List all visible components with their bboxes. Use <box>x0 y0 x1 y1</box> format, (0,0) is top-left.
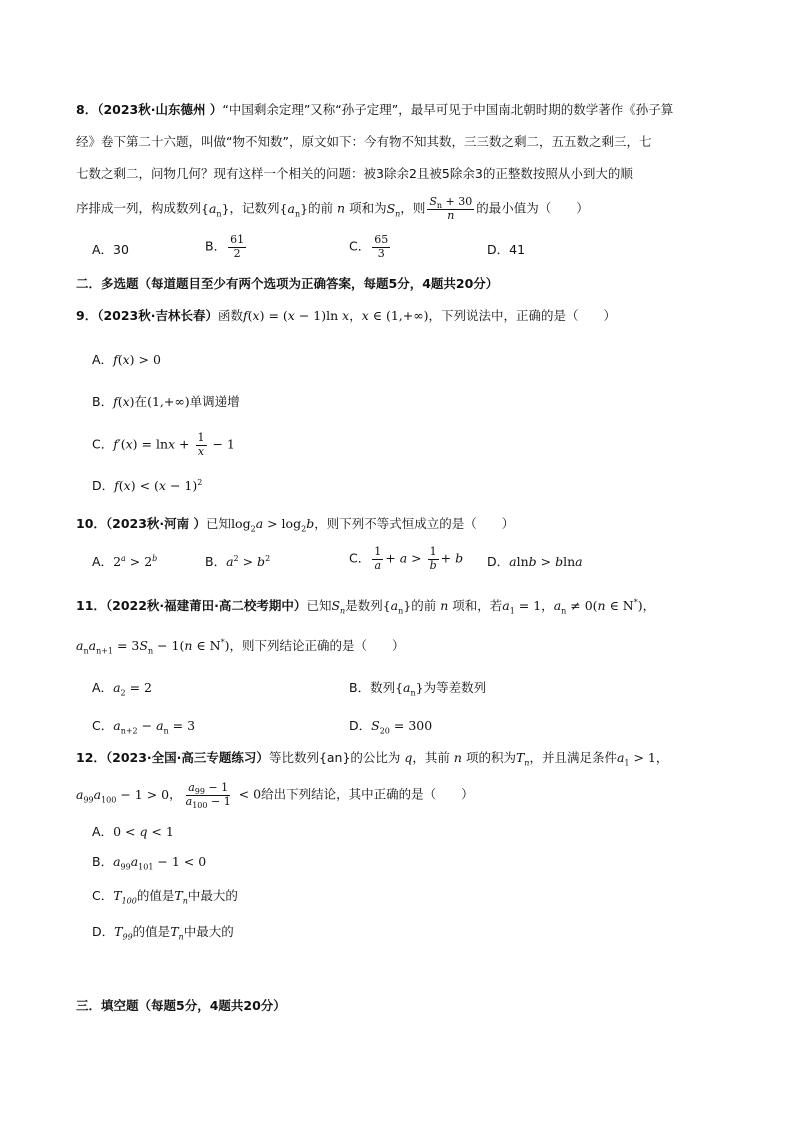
q9-b-label: B． <box>92 394 114 409</box>
q11-stem-2: $a_na_{n+1} = 3S_n - 1(n$ ∈ N*)，则下列结论正确的是（ ） <box>76 637 405 656</box>
q8-line-4 <box>76 196 589 222</box>
q10-c-label: C． <box>349 550 371 566</box>
q12-c-text-1: 的值是 <box>136 888 175 903</box>
q9-d-label: D． <box>92 478 115 493</box>
q11-b-label: B．数列 <box>349 680 396 695</box>
q11-c-label: C． <box>92 718 114 733</box>
q12-c-text-2: 中最大的 <box>187 888 238 903</box>
q8-text-4e: ，则 <box>400 200 426 216</box>
q8-option-b <box>205 234 248 260</box>
q8-number: 8． <box>76 102 98 117</box>
q10-text-2: ，则下列不等式恒成立的是（ ） <box>314 516 515 531</box>
math-an-2: $\{a_n\}$ <box>279 200 309 219</box>
q12-a-label: A． <box>92 824 114 839</box>
q11-option-a: A．$a_2 = 2$ <box>92 680 152 698</box>
q12-text-1: 等比数列{an}的公比为 <box>268 750 401 765</box>
q8-b-num: 61 <box>230 233 245 246</box>
q8-text-4f: 的最小值为（ ） <box>476 200 589 216</box>
q8-text-4b: ，记数列 <box>229 200 280 216</box>
math-fx-def: f(x) = (x − 1)ln x <box>243 308 350 323</box>
q9-a-label: A． <box>92 352 114 367</box>
q8-option-b-label: B． <box>205 238 227 254</box>
q11-option-c: C．$a_{n+2} - a_n = 3$ <box>92 718 196 736</box>
q8-c-den: 3 <box>377 246 385 260</box>
q11-text-2: 是数列 <box>345 598 383 613</box>
q12-text-2: ，其前 <box>412 750 450 765</box>
q11-d-label: D． <box>349 718 372 733</box>
math-n: n <box>333 200 350 216</box>
section-2-heading: 二．多选题（每道题目至少有两个选项为正确答案，每题5分，4题共20分） <box>76 276 499 291</box>
q10-b-label: B． <box>205 554 227 569</box>
math-an-1: $\{a_n\}$ <box>201 200 230 219</box>
q9-text-2: ，下列说法中，正确的是（ ） <box>428 308 617 323</box>
q11-option-b: B．数列$\{a_n\}$为等差数列 <box>349 680 487 698</box>
q8-line-1 <box>76 100 673 120</box>
q12-text-3: 项的积为 <box>465 750 516 765</box>
q8-option-c-frac <box>372 234 390 260</box>
q10-head: 10．（2023秋·河南 ） <box>76 516 207 531</box>
q12-option-a: A．0 < q < 1 <box>92 824 174 839</box>
q11-option-d: D．$S_{20} = 300$ <box>349 718 433 736</box>
q8-option-c-label: C． <box>349 238 371 254</box>
q9-text-1: 函数 <box>218 308 244 323</box>
q9-head: 9．（2023秋·吉林长春） <box>76 308 218 323</box>
q12-option-d: D．$T_{99}$的值是$T_n$中最大的 <box>92 924 234 942</box>
q8-b-den: 2 <box>233 246 241 260</box>
q11-text-5: ， <box>541 598 554 613</box>
q9-stem: 9．（2023秋·吉林长春）函数f(x) = (x − 1)ln x，x ∈ (1,+∞)，下列说法中，正确的是（ ） <box>76 308 617 323</box>
math-domain: x ∈ (1,+∞) <box>361 308 429 323</box>
q12-c-label: C． <box>92 888 114 903</box>
q9-option-d: D．$f(x) < (x - 1)^2$ <box>92 477 203 493</box>
q11-text-4: 项和，若 <box>452 598 503 613</box>
math-frac-sn30-n: $\frac{S_n + 30}{n}$ <box>429 195 473 222</box>
q8-line-3: 七数之剩二，问物几何？现有这样一个相关的问题：被3除余2且被5除余3的正整数按照从小到大的顺 <box>76 166 633 181</box>
q12-stem-1: 12．（2023·全国·高三专题练习）等比数列{an}的公比为 q，其前 n 项的积为$T_n$，并且满足条件$a_1 > 1$， <box>76 750 669 768</box>
q8-option-c <box>349 234 392 260</box>
q12-text-5: 给出下列结论，其中正确的是（ ） <box>261 786 474 802</box>
q11-stem-1: 11．（2022秋·福建莆田·高二校考期中）已知$S_n$是数列$\{a_n\}$的前 n 项和，若$a_1 = 1$，$a_n \ne 0(n$ ∈ N*)， <box>76 597 656 616</box>
q8-c-num: 65 <box>374 233 389 246</box>
q12-head: 12．（2023·全国·高三专题练习） <box>76 750 269 765</box>
section-3-heading: 三．填空题（每题5分，4题共20分） <box>76 998 286 1013</box>
q8-text-4d: 项和为 <box>349 200 387 216</box>
q11-text-3: 的前 <box>411 598 437 613</box>
q12-d-text-1: 的值是 <box>132 924 171 939</box>
q10-option-d: D．alnb > blna <box>487 554 583 569</box>
q12-stem-2: $a_{99}a_{100} - 1 > 0$， $\frac{a_{99} - 1}{a_{100} - 1}$ < 0给出下列结论，其中正确的是（ ） <box>76 781 474 810</box>
q8-text-4c: 的前 <box>308 200 334 216</box>
q8-text-4a: 序排成一列，构成数列 <box>76 200 202 216</box>
q12-option-b: B．$a_{99}a_{101} - 1 < 0$ <box>92 854 207 872</box>
q10-option-c: C． $\frac{1}{a}$ + a > $\frac{1}{b}$ + b <box>349 545 464 572</box>
q9-option-c: C．f′(x) = lnx + $\frac{1}{x}$ − 1 <box>92 431 235 458</box>
q8-option-d: D．41 <box>487 242 526 257</box>
math-sn: $S_n$ <box>386 200 401 219</box>
q10-text-1: 已知 <box>206 516 232 531</box>
q10-option-b: B．$a^2 > b^2$ <box>205 553 271 569</box>
q11-head: 11．（2022秋·福建莆田·高二校考期中） <box>76 598 307 613</box>
q9-b-text: 单调递增 <box>189 394 240 409</box>
q10-d-label: D． <box>487 554 510 569</box>
q12-option-c: C．$T_{100}$的值是$T_n$中最大的 <box>92 888 238 906</box>
q10-stem: 10．（2023秋·河南 ）已知$\log_2a > \log_2b$，则下列不等式恒成立的是（ ） <box>76 516 515 534</box>
q8-option-a: A．30 <box>92 242 129 257</box>
q12-text-4: ，并且满足条件 <box>529 750 617 765</box>
q11-text-6: ，则下列结论正确的是（ ） <box>229 638 405 653</box>
q8-line-2: 经》卷下第二十六题，叫做“物不知数”，原文如下：今有物不知其数，三三数之剩二，五五数之剩三，七 <box>76 134 652 149</box>
q9-c-label: C． <box>92 436 114 452</box>
q12-b-label: B． <box>92 854 114 869</box>
q11-text-1: 已知 <box>306 598 332 613</box>
q8-text-1: “中国剩余定理”又称“孙子定理”，最早可见于中国南北朝时期的数学著作《孙子算 <box>222 102 674 117</box>
q9-option-b: B．f(x)在(1,+∞)单调递增 <box>92 394 240 409</box>
q12-d-text-2: 中最大的 <box>183 924 234 939</box>
q11-b-text: 为等差数列 <box>423 680 487 695</box>
q8-option-b-frac <box>228 234 246 260</box>
q8-source: （2023秋·山东德州 ） <box>97 102 223 117</box>
q10-a-label: A． <box>92 554 114 569</box>
q11-a-label: A． <box>92 680 114 695</box>
q12-d-label: D． <box>92 924 115 939</box>
q10-option-a: A．$2^a > 2^b$ <box>92 553 158 569</box>
q9-option-a: A．f(x) > 0 <box>92 352 161 367</box>
